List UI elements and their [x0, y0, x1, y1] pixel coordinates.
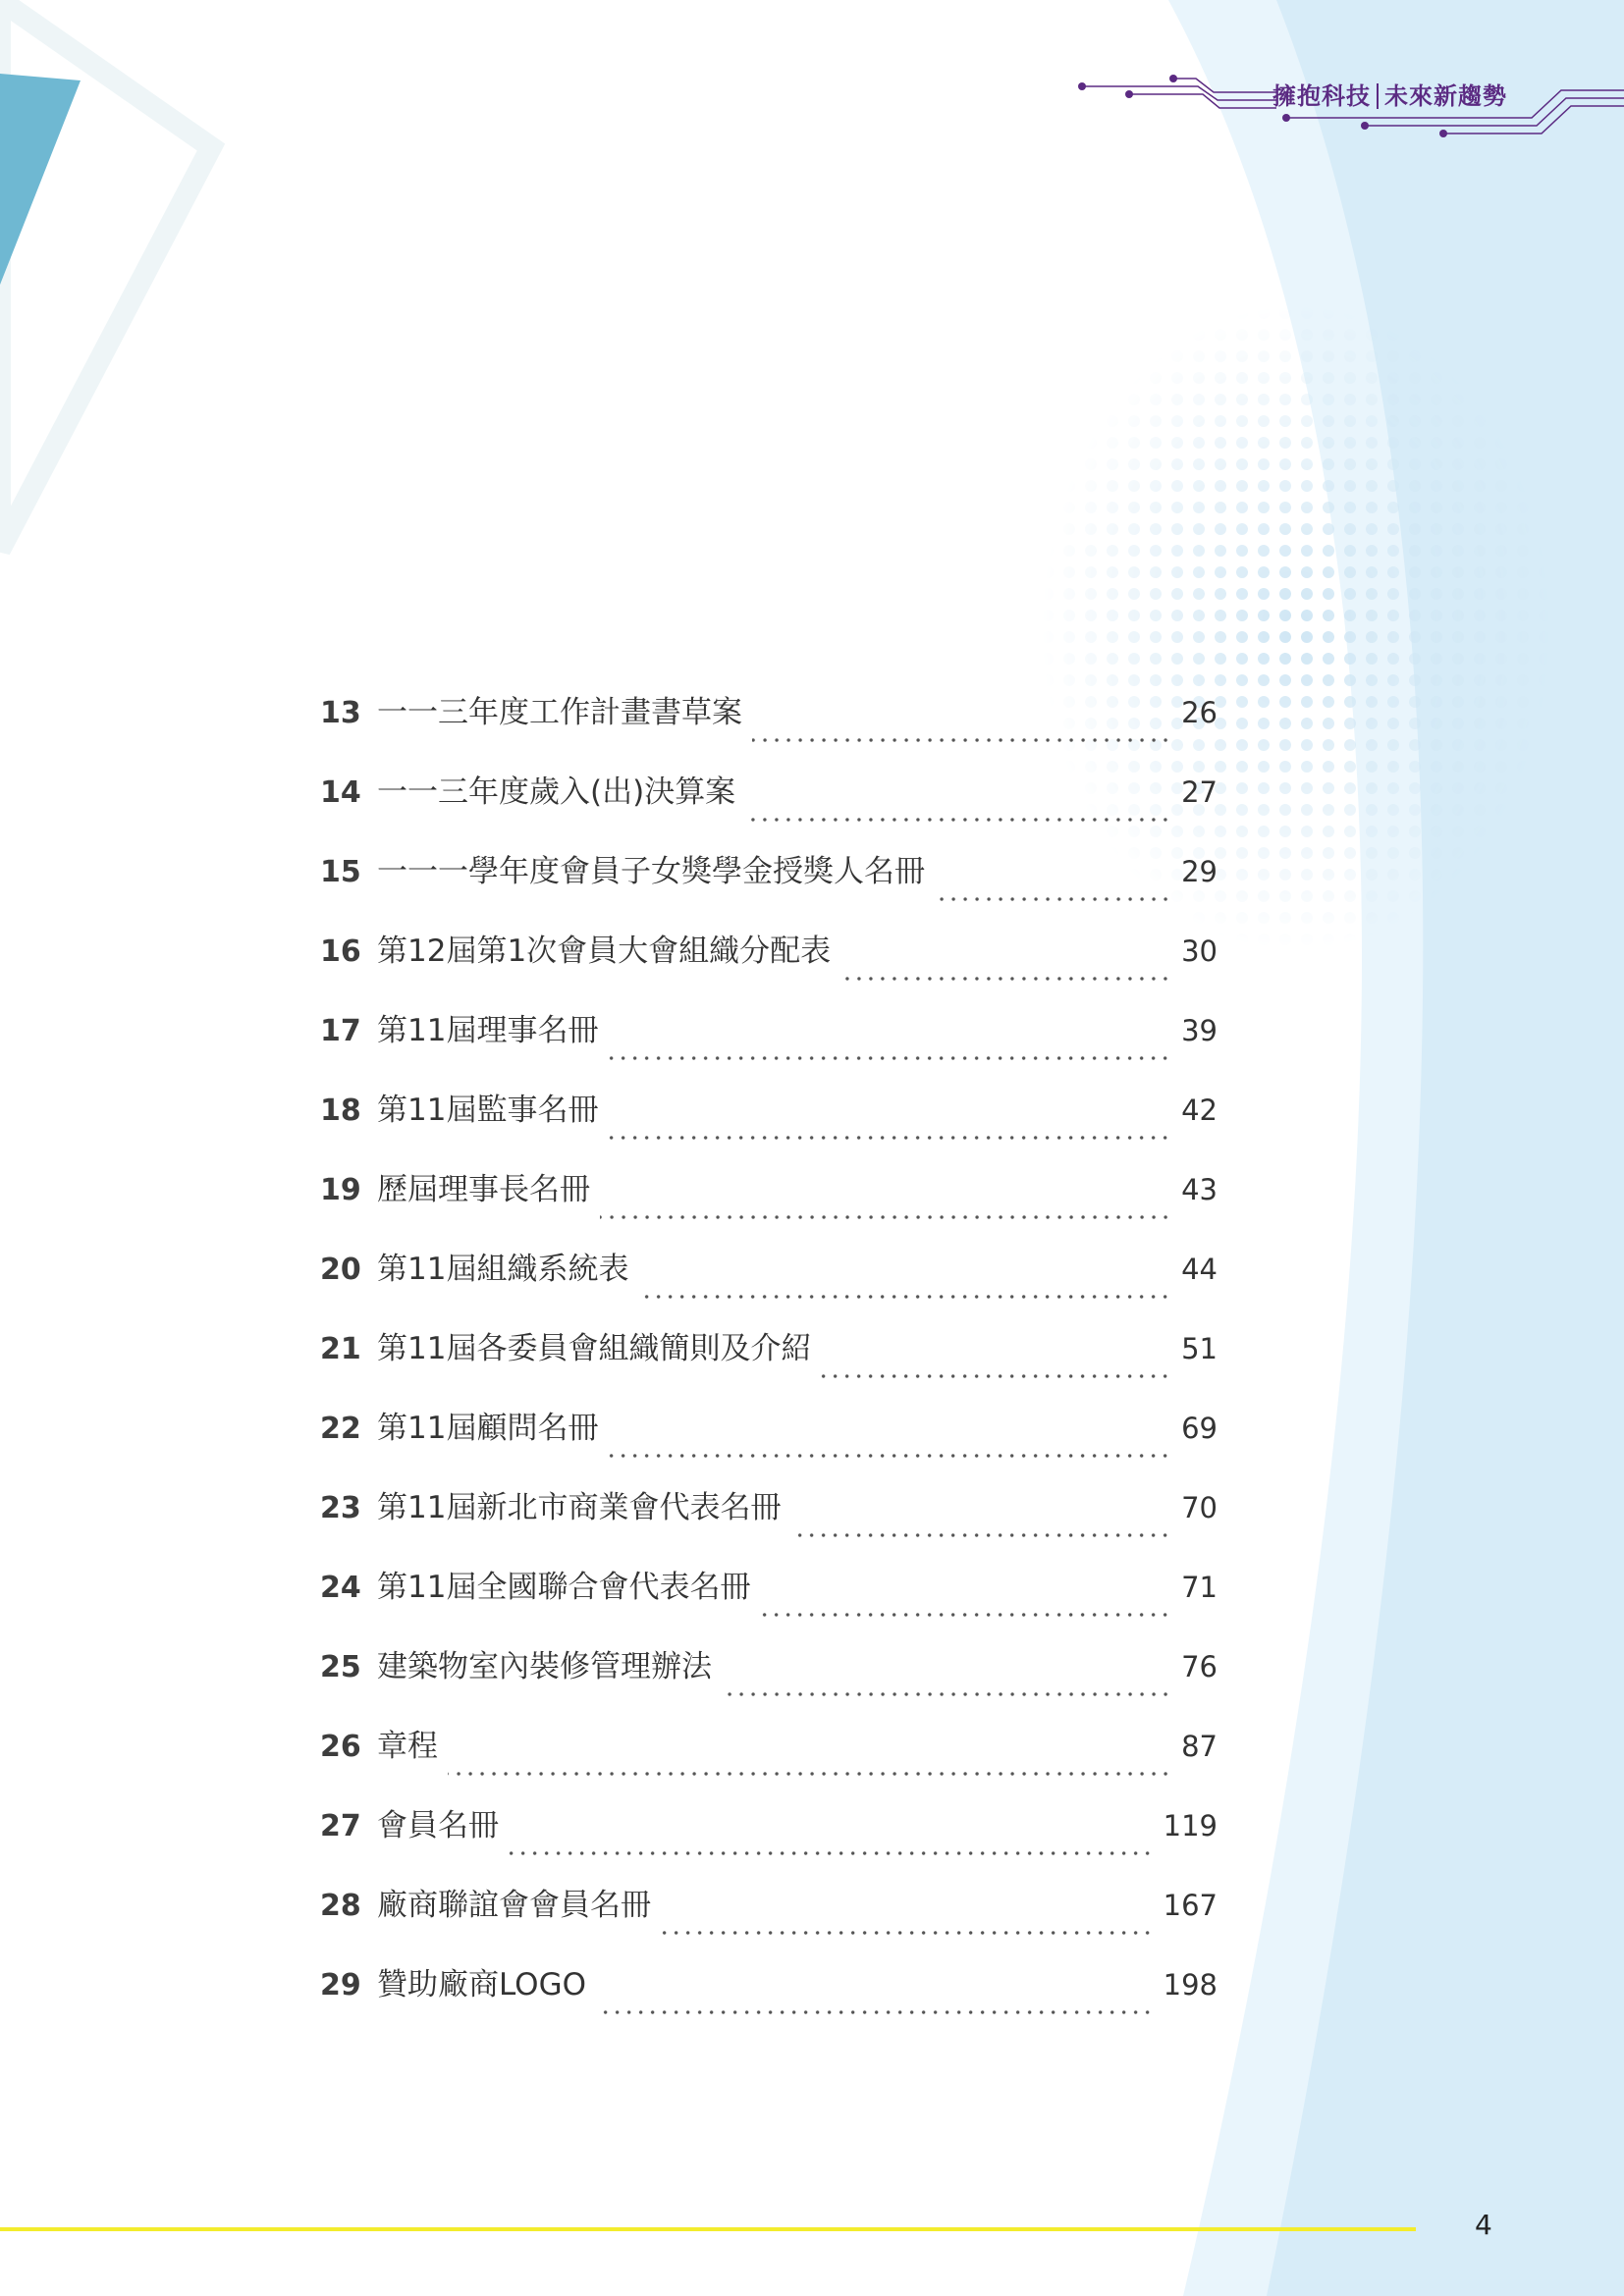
- toc-entry[interactable]: [320, 687, 1218, 767]
- toc-entry-title: 第11屆顧問名冊: [377, 1411, 599, 1446]
- toc-dot-leader: [509, 1850, 1154, 1856]
- toc-entry-page: 119: [1163, 1809, 1218, 1842]
- toc-dot-leader: [638, 1294, 1171, 1300]
- toc-entry-title: 贊助廠商LOGO: [377, 1967, 586, 2002]
- toc-entry-title: 會員名冊: [377, 1808, 499, 1843]
- toc-dot-leader: [608, 1453, 1171, 1459]
- toc-entry-number: 29: [320, 1968, 361, 2002]
- toc-entry-title: 歷屆理事長名冊: [377, 1172, 590, 1207]
- toc-entry[interactable]: [320, 1959, 1218, 2039]
- toc-entry-number: 21: [320, 1332, 361, 1366]
- toc-entry-number: 16: [320, 934, 361, 969]
- footer-line: [0, 2227, 1416, 2231]
- header-slogan-left: 擁抱科技: [1272, 82, 1371, 110]
- toc-entry-number: 15: [320, 855, 361, 889]
- toc-entry-title: 第11屆全國聯合會代表名冊: [377, 1570, 751, 1605]
- toc-dot-leader: [722, 1691, 1171, 1697]
- toc-dot-leader: [608, 1055, 1171, 1061]
- toc-entry[interactable]: [320, 1800, 1218, 1880]
- toc-dot-leader: [600, 1214, 1171, 1220]
- toc-entry-title: 第11屆理事名冊: [377, 1013, 599, 1048]
- toc-entry[interactable]: [320, 1085, 1218, 1164]
- toc-dot-leader: [608, 1135, 1171, 1141]
- toc-dot-leader: [840, 976, 1171, 982]
- slogan-separator: [1377, 83, 1379, 109]
- toc-entry-title: 第11屆各委員會組織簡則及介紹: [377, 1331, 812, 1366]
- toc-entry[interactable]: [320, 1323, 1218, 1403]
- toc-entry-number: 23: [320, 1491, 361, 1525]
- toc-entry-title: 建築物室內裝修管理辦法: [377, 1649, 712, 1684]
- toc-entry[interactable]: [320, 1244, 1218, 1323]
- toc-entry-number: 26: [320, 1730, 361, 1764]
- toc-entry-page: 29: [1181, 855, 1218, 888]
- toc-entry-title: 第12屆第1次會員大會組織分配表: [377, 934, 832, 969]
- toc-entry[interactable]: [320, 846, 1218, 926]
- toc-entry[interactable]: [320, 1164, 1218, 1244]
- toc-entry-page: 42: [1181, 1094, 1218, 1127]
- toc-dot-leader: [821, 1373, 1171, 1379]
- table-of-contents: [320, 687, 1218, 2039]
- toc-entry-number: 18: [320, 1094, 361, 1128]
- toc-entry-number: 28: [320, 1889, 361, 1923]
- toc-entry-title: 第11屆組織系統表: [377, 1252, 629, 1287]
- toc-entry-page: 27: [1181, 775, 1218, 809]
- toc-entry[interactable]: [320, 1880, 1218, 1959]
- toc-entry-number: 14: [320, 775, 361, 810]
- toc-entry-title: 一一三年度工作計畫書草案: [377, 695, 742, 730]
- toc-entry-number: 22: [320, 1412, 361, 1446]
- toc-entry-page: 71: [1181, 1571, 1218, 1604]
- toc-entry-page: 70: [1181, 1491, 1218, 1524]
- toc-entry-number: 24: [320, 1571, 361, 1605]
- toc-entry-page: 69: [1181, 1412, 1218, 1445]
- toc-dot-leader: [448, 1771, 1171, 1777]
- toc-entry-number: 17: [320, 1014, 361, 1048]
- toc-entry-number: 20: [320, 1253, 361, 1287]
- toc-entry-page: 51: [1181, 1332, 1218, 1365]
- toc-entry[interactable]: [320, 1005, 1218, 1085]
- toc-entry-title: 章程: [377, 1729, 438, 1764]
- toc-entry-page: 87: [1181, 1730, 1218, 1763]
- toc-entry[interactable]: [320, 1641, 1218, 1721]
- toc-entry-title: 廠商聯誼會會員名冊: [377, 1888, 651, 1923]
- toc-dot-leader: [935, 896, 1171, 902]
- toc-entry[interactable]: [320, 1482, 1218, 1562]
- toc-entry-title: 一一三年度歲入(出)決算案: [377, 774, 736, 810]
- toc-entry[interactable]: [320, 1721, 1218, 1800]
- toc-entry-number: 19: [320, 1173, 361, 1207]
- toc-entry-page: 76: [1181, 1650, 1218, 1683]
- toc-entry-page: 198: [1163, 1968, 1218, 2002]
- toc-entry-title: 一一一學年度會員子女獎學金授獎人名冊: [377, 854, 925, 889]
- toc-entry-number: 27: [320, 1809, 361, 1843]
- toc-entry-page: 43: [1181, 1173, 1218, 1206]
- header-slogan-right: 未來新趨勢: [1384, 82, 1507, 110]
- toc-dot-leader: [752, 737, 1171, 743]
- toc-entry-number: 25: [320, 1650, 361, 1684]
- toc-entry-title: 第11屆新北市商業會代表名冊: [377, 1490, 782, 1525]
- toc-dot-leader: [596, 2009, 1154, 2015]
- toc-entry-page: 167: [1163, 1889, 1218, 1922]
- toc-entry[interactable]: [320, 767, 1218, 846]
- toc-entry-page: 30: [1181, 934, 1218, 968]
- header-slogan: [1272, 77, 1507, 111]
- toc-entry-page: 39: [1181, 1014, 1218, 1047]
- toc-entry-page: 44: [1181, 1253, 1218, 1286]
- toc-dot-leader: [790, 1532, 1171, 1538]
- toc-entry-title: 第11屆監事名冊: [377, 1093, 599, 1128]
- toc-dot-leader: [745, 817, 1171, 823]
- toc-dot-leader: [760, 1612, 1171, 1618]
- toc-entry[interactable]: [320, 926, 1218, 1005]
- toc-dot-leader: [661, 1930, 1154, 1936]
- toc-entry[interactable]: [320, 1562, 1218, 1641]
- page-number: 4: [1475, 2209, 1492, 2241]
- toc-entry[interactable]: [320, 1403, 1218, 1482]
- toc-entry-page: 26: [1181, 696, 1218, 729]
- toc-entry-number: 13: [320, 696, 361, 730]
